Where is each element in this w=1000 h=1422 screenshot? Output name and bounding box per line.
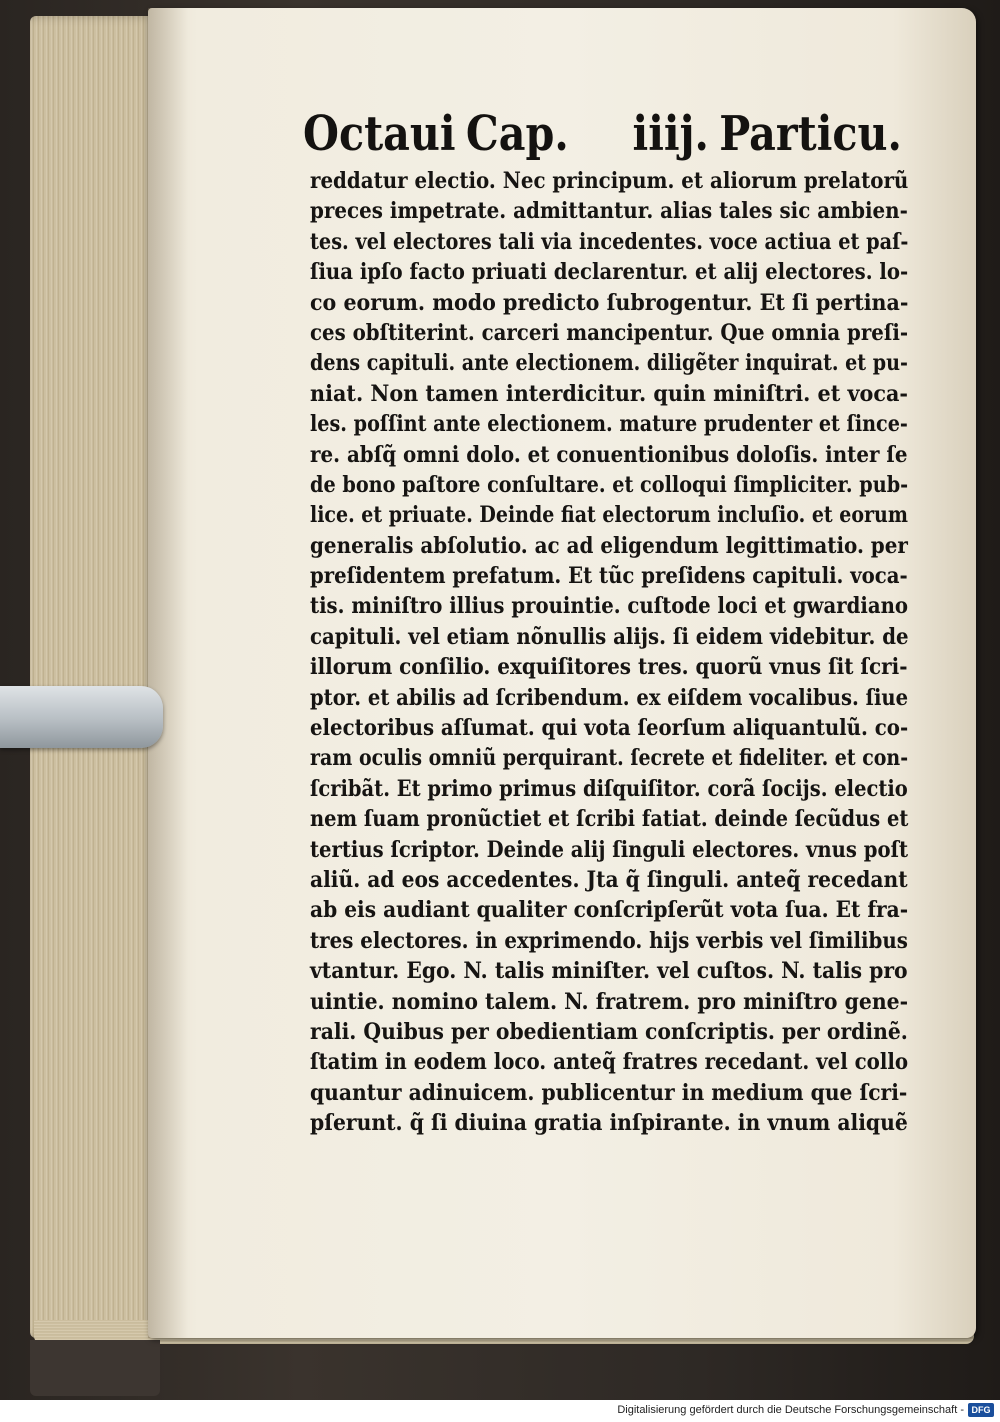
text-line: ram oculis omniũ perquirant. ſecrete et fideliter. et con- — [310, 745, 909, 772]
text-line: pſerunt. q̃ ſi diuina gratia inſpirante. in vnum aliquẽ — [310, 1110, 908, 1137]
text-line: ab eis audiant qualiter conſcripſerũt vota ſua. Et fra- — [310, 897, 909, 924]
text-line: tes. vel electores tali via incedentes. voce actiua et paſ- — [310, 228, 909, 255]
funding-credit: Digitalisierung gefördert durch die Deutsche Forschungsgemeinschaft - — [617, 1404, 964, 1416]
text-line: ſcribãt. Et primo primus diſquiſitor. corã ſocijs. electio — [310, 775, 908, 802]
text-line: tertius ſcriptor. Deinde alij ſinguli electores. vnus poſt — [310, 836, 909, 863]
text-line: ces obſtiterint. carceri mancipentur. Que omnia preſi- — [310, 319, 909, 346]
text-line: rali. Quibus per obedientiam conſcriptis. per ordinẽ. — [310, 1018, 908, 1045]
dfg-logo-icon: DFG — [968, 1403, 994, 1417]
body-text-block — [310, 166, 910, 1139]
text-line: dens capituli. ante electionem. diligẽter inquirat. et pu- — [310, 350, 908, 377]
text-line: co eorum. modo predicto ſubrogentur. Et ſi pertina- — [310, 289, 909, 316]
text-line: tres electores. in exprimendo. hijs verbis vel ſimilibus — [310, 927, 908, 954]
header-faint-gap — [579, 106, 622, 162]
text-line: illorum conſilio. exquiſitores tres. quorũ vnus ſit ſcri- — [310, 654, 908, 681]
header-part-particu: Particu. — [719, 106, 902, 162]
text-line: tis. miniſtro illius prouintie. cuſtode loci et gwardiano — [310, 593, 908, 620]
text-line: re. abſq̃ omni dolo. et conuentionibus doloſis. inter ſe — [310, 441, 908, 468]
text-line: quantur adinuicem. publicentur in medium que ſcri- — [310, 1079, 908, 1106]
text-line: ptor. et abilis ad ſcribendum. ex eiſdem vocalibus. ſiue — [310, 684, 909, 711]
page-edges-stack — [30, 16, 155, 1338]
text-line: aliũ. ad eos accedentes. Jta q̃ ſinguli. anteq̃ recedant — [310, 866, 908, 893]
text-line: niat. Non tamen interdicitur. quin miniſtri. et voca- — [310, 380, 909, 407]
text-line: nem ſuam pronũctiet et ſcribi fatiat. deinde ſecũdus et — [310, 806, 909, 833]
header-part-octaui: Octaui — [303, 106, 456, 162]
text-line: generalis abſolutio. ac ad eligendum legittimatio. per — [310, 532, 908, 559]
text-line: capituli. vel etiam nõnullis alijs. ſi eidem videbitur. de — [310, 623, 909, 650]
text-line: ſtatim in eodem loco. anteq̃ fratres recedant. vel collo — [310, 1049, 909, 1076]
text-line: reddatur electio. Nec principum. et aliorum prelatorũ — [310, 168, 909, 194]
text-line: preſidentem prefatum. Et tũc preſidens capituli. voca- — [310, 563, 908, 590]
text-line: uintie. nomino talem. N. fratrem. pro miniſtro gene- — [310, 988, 909, 1015]
text-line: de bono paſtore conſultare. et colloqui ſimpliciter. pub- — [310, 471, 909, 498]
text-line: ſiua ipſo facto priuati declarentur. et alij electores. lo- — [310, 259, 909, 286]
header-part-number: iiij. — [632, 106, 709, 162]
text-line: lice. et priuate. Deinde fiat electorum incluſio. et eorum — [310, 502, 908, 529]
running-header — [303, 104, 902, 164]
text-line: electoribus aſſumat. qui vota ſeorſum aliquantulũ. co- — [310, 715, 909, 742]
text-line: preces impetrate. admittantur. alias tales sic ambien- — [310, 198, 908, 225]
page-marker-tab — [0, 686, 163, 748]
text-line: les. poſſint ante electionem. mature prudenter et ſince- — [310, 411, 908, 438]
header-part-cap: Cap. — [465, 106, 569, 162]
gutter-shadow — [148, 8, 188, 1338]
text-line: vtantur. Ego. N. talis miniſter. vel cuſtos. N. talis pro — [310, 958, 908, 985]
book-cover-corner — [30, 1340, 160, 1396]
